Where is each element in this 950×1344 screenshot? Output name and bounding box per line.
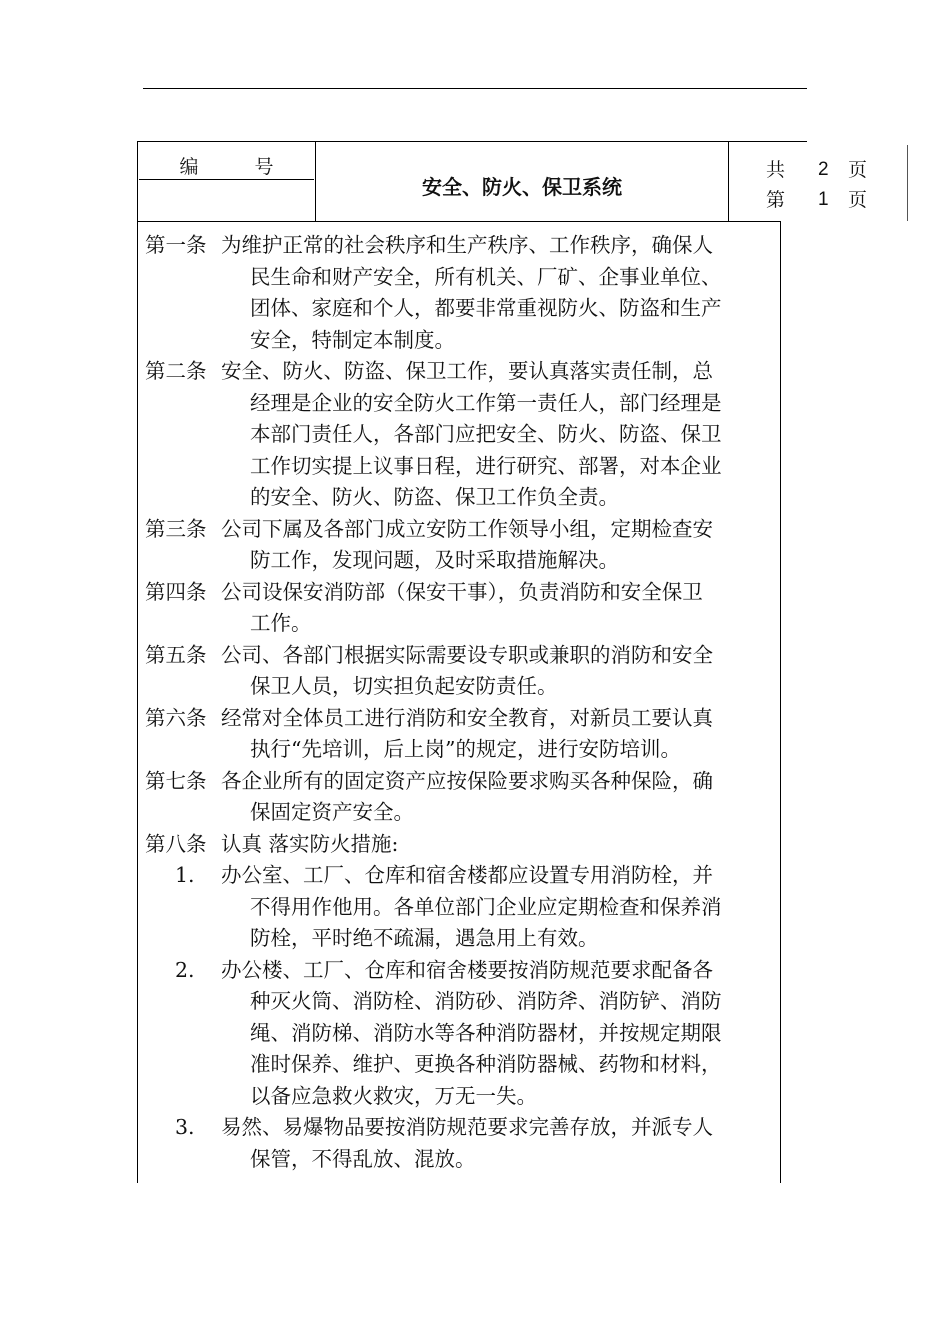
- header-right-border: [907, 145, 908, 221]
- item-text: 准时保养、维护、更换各种消防器械、药物和材料，: [250, 1052, 722, 1076]
- article: [145, 640, 770, 703]
- item-number: 1.: [175, 863, 195, 887]
- list-item: [145, 1112, 770, 1175]
- article: [145, 514, 770, 577]
- number-label-char: 编: [179, 156, 199, 178]
- document-number-field: [139, 179, 314, 180]
- item-text: 不得用作他用。各单位部门企业应定期检查和保养消: [250, 894, 722, 919]
- list-item: [145, 860, 770, 955]
- total-label: 共: [766, 159, 786, 181]
- document-title: 安全、防火、保卫系统: [422, 175, 622, 199]
- header-top-border: [137, 141, 807, 142]
- article-text: 执行“先培训，后上岗”的规定，进行安防培训。: [250, 737, 681, 761]
- article-label: 第八条: [145, 831, 207, 856]
- article-text: 各企业所有的固定资产应按保险要求购买各种保险，确: [221, 768, 713, 793]
- item-text: 以备应急救火救灾，万无一失。: [250, 1083, 537, 1108]
- article-text: 经常对全体员工进行消防和安全教育，对新员工要认真: [221, 705, 713, 730]
- article: [145, 829, 770, 861]
- item-text: 易然、易爆物品要按消防规范要求完善存放，并派专人: [221, 1115, 713, 1139]
- article-label: 第五条: [145, 642, 207, 667]
- article-label: 第七条: [145, 768, 207, 793]
- article-text: 工作切实提上议事日程，进行研究、部署，对本企业: [250, 453, 722, 478]
- article-text: 保卫人员，切实担负起安防责任。: [250, 674, 558, 698]
- article-text: 团体、家庭和个人，都要非常重视防火、防盗和生产: [250, 296, 722, 320]
- article: [145, 230, 770, 356]
- document-number-label: [139, 152, 314, 179]
- article-text: 安全、防火、防盗、保卫工作，要认真落实责任制，总: [221, 359, 713, 383]
- article-text: 公司、各部门根据实际需要设专职或兼职的消防和安全: [221, 642, 713, 667]
- article: [145, 703, 770, 766]
- item-number: 3.: [175, 1115, 195, 1139]
- header-divider: [728, 141, 729, 221]
- top-rule: [143, 88, 807, 89]
- article-label: 第二条: [145, 359, 207, 383]
- article-text: 为维护正常的社会秩序和生产秩序、工作秩序，确保人: [221, 233, 713, 257]
- item-number: 2.: [175, 957, 195, 982]
- document-body: [145, 230, 770, 1175]
- header-left-border: [137, 141, 138, 221]
- body-right-border: [780, 221, 781, 1183]
- page-unit: 页: [848, 189, 868, 211]
- body-left-border: [137, 221, 138, 1183]
- item-text: 办公室、工厂、仓库和宿舍楼都应设置专用消防栓，并: [221, 863, 713, 887]
- article: [145, 577, 770, 640]
- total-pages: 2: [818, 159, 829, 180]
- article-text: 防工作，发现问题，及时采取措施解决。: [250, 548, 619, 572]
- article: [145, 766, 770, 829]
- article: [145, 356, 770, 514]
- article-text: 民生命和财产安全，所有机关、厂矿、企事业单位、: [250, 264, 722, 289]
- article-label: 第六条: [145, 705, 207, 730]
- header-bottom-border: [137, 221, 780, 222]
- page-counter: [766, 155, 867, 215]
- current-label: 第: [766, 189, 786, 211]
- article-label: 第四条: [145, 579, 207, 604]
- item-text: 办公楼、工厂、仓库和宿舍楼要按消防规范要求配备各: [221, 957, 713, 982]
- article-text: 工作。: [250, 611, 312, 635]
- article-label: 第三条: [145, 516, 207, 541]
- article-label: 第一条: [145, 233, 207, 257]
- item-text: 种灭火筒、消防栓、消防砂、消防斧、消防铲、消防: [250, 989, 722, 1013]
- item-text: 防栓，平时绝不疏漏，遇急用上有效。: [250, 926, 599, 950]
- article-text: 保固定资产安全。: [250, 800, 414, 824]
- article-text: 公司下属及各部门成立安防工作领导小组，定期检查安: [221, 516, 713, 541]
- current-page: 1: [818, 189, 829, 210]
- article-text: 公司设保安消防部（保安干事），负责消防和安全保卫: [221, 579, 703, 604]
- list-item: [145, 955, 770, 1113]
- number-label-char: 号: [254, 156, 274, 178]
- article-text: 安全，特制定本制度。: [250, 327, 455, 352]
- article-text: 本部门责任人，各部门应把安全、防火、防盗、保卫: [250, 422, 722, 446]
- article-text: 的安全、防火、防盗、保卫工作负全责。: [250, 485, 619, 509]
- page-unit: 页: [848, 159, 868, 181]
- article-text: 认真 落实防火措施:: [221, 831, 399, 856]
- item-text: 保管，不得乱放、混放。: [250, 1146, 476, 1171]
- item-text: 绳、消防梯、消防水等各种消防器材，并按规定期限: [250, 1020, 722, 1045]
- article-text: 经理是企业的安全防火工作第一责任人，部门经理是: [250, 390, 722, 415]
